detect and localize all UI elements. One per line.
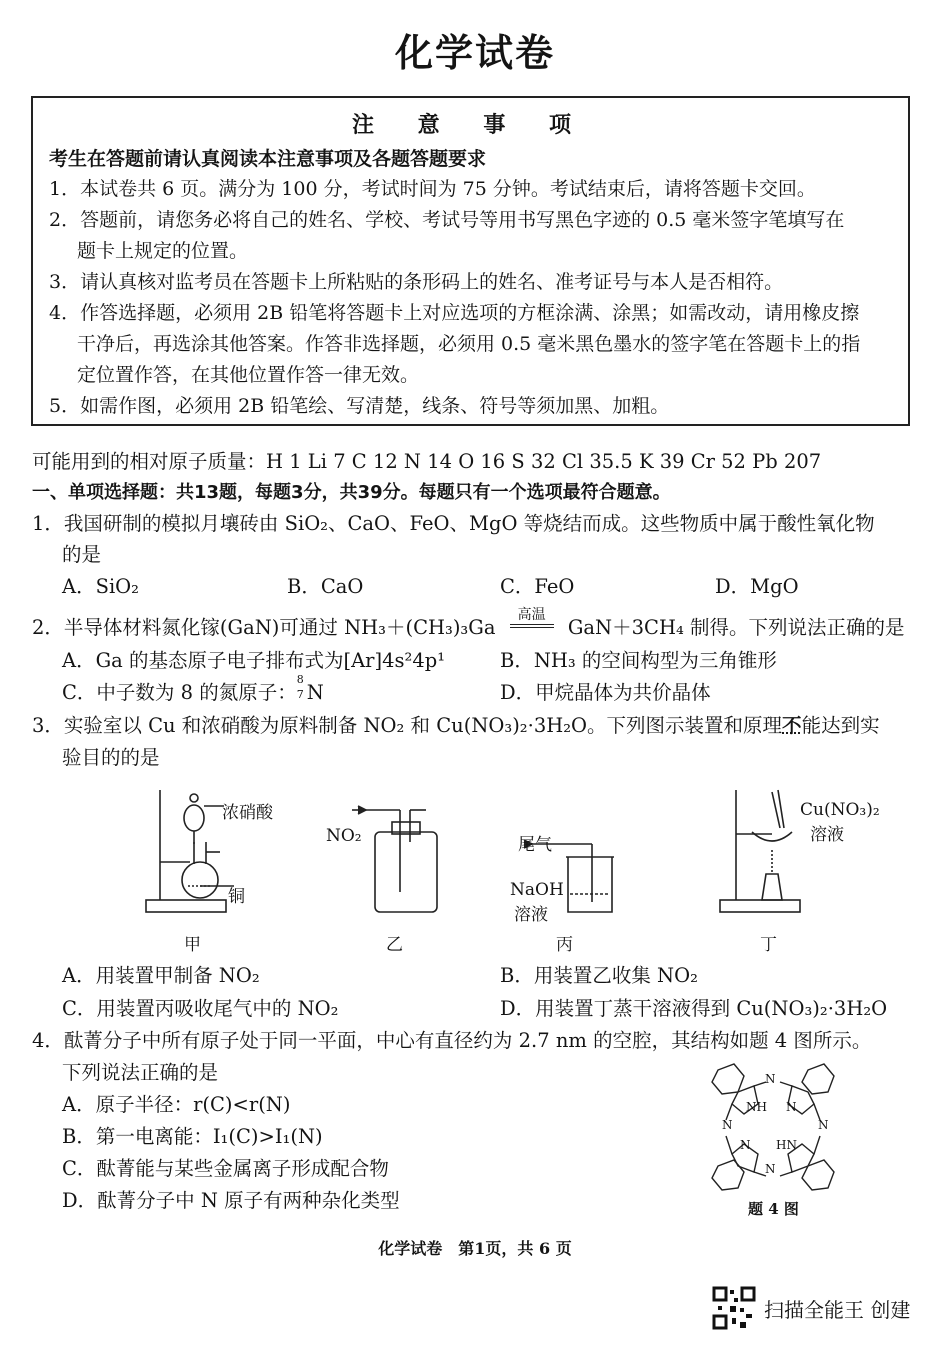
q4-stem-cont: 下列说法正确的是 bbox=[62, 1061, 219, 1084]
q1-option-a: A．SiO₂ bbox=[62, 575, 139, 598]
q3-stem: 3．实验室以 Cu 和浓硝酸为原料制备 NO₂ 和 Cu(NO₃)₂·3H₂O。下列图示装置和原理不能达到实 bbox=[32, 714, 880, 737]
q1-stem: 1．我国研制的模拟月壤砖由 SiO₂、CaO、FeO、MgO 等烧结而成。这些物质中属于酸性氧化物 bbox=[32, 512, 875, 535]
q2-stem-post: GaN＋3CH₄ 制得。下列说法正确的是 bbox=[567, 616, 905, 639]
atom-label-n-top: N bbox=[765, 1072, 776, 1086]
q4-option-b: B．第一电离能：I₁(C)>I₁(N) bbox=[62, 1125, 323, 1148]
notice-item-4-cont1: 干净后，再选涂其他答案。作答非选择题，必须用 0.5 毫米黑色墨水的签字笔在答题卡上的指 bbox=[77, 333, 861, 355]
q3-option-c: C．用装置丙吸收尾气中的 NO₂ bbox=[62, 997, 339, 1020]
notice-subheading: 考生在答题前请认真阅读本注意事项及各题答题要求 bbox=[49, 148, 487, 170]
caption-ding: 丁 bbox=[760, 935, 777, 955]
label-naoh-solution: 溶液 bbox=[514, 905, 548, 925]
label-concentrated-nitric-acid: 浓硝酸 bbox=[222, 803, 273, 823]
qr-code-icon bbox=[712, 1286, 756, 1330]
scanner-watermark bbox=[712, 1286, 910, 1330]
page-footer: 化学试卷 第1页，共 6 页 bbox=[378, 1239, 572, 1258]
atom-label-n-left: N bbox=[722, 1118, 733, 1132]
q3-stem-cont: 验目的的是 bbox=[62, 746, 160, 769]
notice-item-3: 3．请认真核对监考员在答题卡上所粘贴的条形码上的姓名、准考证号与本人是否相符。 bbox=[49, 271, 784, 293]
notice-item-5: 5．如需作图，必须用 2B 铅笔绘、写清楚，线条、符号等须加黑、加粗。 bbox=[49, 395, 670, 417]
atom-label-n-right: N bbox=[818, 1118, 829, 1132]
q3-option-a: A．用装置甲制备 NO₂ bbox=[62, 964, 260, 987]
atom-label-nh: NH bbox=[746, 1100, 767, 1114]
notice-item-2-cont: 题卡上规定的位置。 bbox=[77, 240, 249, 262]
notice-heading: 注 意 事 项 bbox=[352, 112, 589, 138]
q2-option-b: B．NH₃ 的空间构型为三角锥形 bbox=[500, 649, 777, 672]
q1-stem-cont: 的是 bbox=[62, 543, 102, 566]
atom-label-n-inner2: N bbox=[740, 1138, 751, 1152]
apparatus-ding bbox=[720, 790, 800, 912]
q4-option-d: D．酞菁分子中 N 原子有两种杂化类型 bbox=[62, 1189, 400, 1212]
q1-option-b: B．CaO bbox=[287, 575, 364, 598]
q2-condition-label: 高温 bbox=[517, 607, 546, 623]
label-cu-nitrate: Cu(NO₃)₂ bbox=[800, 800, 880, 820]
q2-stem-pre: 2．半导体材料氮化镓(GaN)可通过 NH₃＋(CH₃)₃Ga bbox=[32, 616, 496, 639]
caption-bing: 丙 bbox=[556, 935, 573, 955]
q2-option-c: C．中子数为 8 的氮原子： 8 7 N bbox=[62, 673, 324, 704]
q1-option-c: C．FeO bbox=[500, 575, 575, 598]
caption-jia: 甲 bbox=[184, 935, 201, 955]
q3-option-b: B．用装置乙收集 NO₂ bbox=[500, 964, 698, 987]
apparatus-yi bbox=[352, 806, 437, 912]
scanner-label: 扫描全能王 创建 bbox=[764, 1297, 911, 1322]
q3-emphasis: 不 bbox=[782, 714, 802, 737]
notice-item-2: 2．答题前，请您务必将自己的姓名、学校、考试号等用书写黑色字迹的 0.5 毫米签字笔填写在 bbox=[49, 209, 845, 231]
atom-label-n-inner1: N bbox=[786, 1100, 797, 1114]
q2-option-a: A．Ga 的基态原子电子排布式为[Ar]4s²4p¹ bbox=[62, 649, 446, 672]
notice-item-1: 1．本试卷共 6 页。满分为 100 分，考试时间为 75 分钟。考试结束后，请将答题卡交回。 bbox=[49, 178, 816, 200]
q4-option-a: A．原子半径：r(C)<r(N) bbox=[62, 1093, 291, 1116]
apparatus-jia bbox=[146, 790, 234, 912]
page-title: 化学试卷 bbox=[394, 30, 555, 75]
label-tail-gas: 尾气 bbox=[518, 835, 552, 855]
q2-stem bbox=[32, 607, 905, 640]
q4-figure-caption: 题 4 图 bbox=[748, 1200, 799, 1218]
q2-option-d: D．甲烷晶体为共价晶体 bbox=[500, 681, 711, 704]
q4-stem: 4．酞菁分子中所有原子处于同一平面，中心有直径约为 2.7 nm 的空腔，其结构如题 4 图所示。 bbox=[32, 1029, 872, 1052]
notice-item-4-cont2: 定位置作答，在其他位置作答一律无效。 bbox=[77, 364, 420, 386]
q3-option-d: D．用装置丁蒸干溶液得到 Cu(NO₃)₂·3H₂O bbox=[500, 997, 888, 1020]
atom-label-n-bottom: N bbox=[765, 1162, 776, 1176]
q2-condition bbox=[508, 607, 556, 639]
notice-box bbox=[31, 96, 910, 426]
q4-option-c: C．酞菁能与某些金属离子形成配合物 bbox=[62, 1157, 389, 1180]
label-no2-inlet: NO₂ bbox=[326, 826, 362, 846]
atomic-masses: 可能用到的相对原子质量：H 1 Li 7 C 12 N 14 O 16 S 32 Cl 35.5 K 39 Cr 52 Pb 207 bbox=[32, 450, 822, 473]
label-naoh: NaOH bbox=[510, 880, 564, 900]
label-cu-nitrate-solution: 溶液 bbox=[810, 825, 844, 845]
notice-item-4: 4．作答选择题，必须用 2B 铅笔将答题卡上对应选项的方框涂满、涂黑；如需改动，请用橡皮擦 bbox=[49, 302, 860, 324]
label-copper: 铜 bbox=[228, 887, 245, 907]
q1-option-d: D．MgO bbox=[715, 575, 799, 598]
caption-yi: 乙 bbox=[386, 935, 403, 955]
atom-label-hn: HN bbox=[776, 1138, 797, 1152]
section-heading: 一、单项选择题：共13题，每题3分，共39分。每题只有一个选项最符合题意。 bbox=[32, 482, 671, 503]
